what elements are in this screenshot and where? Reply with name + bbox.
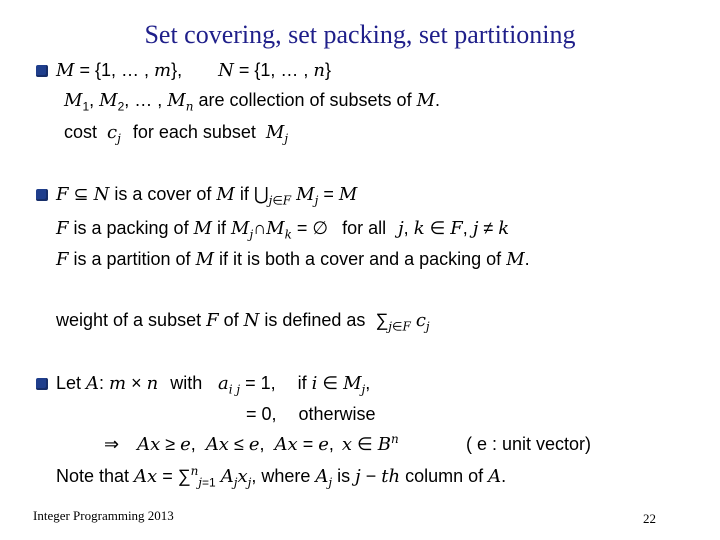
cost-line: cost $c_j$ for each subset $M_j$ [64,122,289,146]
bullet-icon [36,189,48,201]
cover-definition: F ⊆ N is a cover of M if $⋃_{j\in F}$ $M_j = M$ [56,184,358,208]
matrix-case-one: $a_{i j} = 1$, if i ∈ $M_j$, [218,373,371,397]
sets-definition: M = {1, … , m}, N = {1, … , n} [56,60,331,81]
packing-definition: F is a packing of M if $M_j\cap M_k$ = ∅ for all j, k ∈ F, j ≠ k [56,218,510,242]
constraint-forms: ⇒ Ax ≥ e, Ax ≤ e, Ax = e, x ∈ $B^n$ [104,432,399,455]
note-line: Note that Ax = ∑$^n_{j=1}$ $A_jx_j$, where $A_j$ is j − th column of A. [56,464,507,490]
page-number: 22 [643,511,656,526]
footer-course: Integer Programming 2013 [33,508,174,523]
partition-definition: F is a partition of M if it is both a cover and a packing of M. [56,249,530,270]
bullet-icon [36,65,48,77]
unit-vector-note: ( e : unit vector) [466,434,592,454]
slide-title: Set covering, set packing, set partitioning [144,20,576,49]
matrix-case-two: = 0, otherwise [246,404,376,424]
subsets-line: $M_1$, $M_2$, … , $M_n$ are collection of subsets of M. [64,90,441,114]
weight-definition: weight of a subset F of N is defined as $\sum_{j\in F}$ $c_j$ [56,310,430,334]
bullet-icon [36,378,48,390]
matrix-definition: Let A: m × n with [56,373,203,394]
